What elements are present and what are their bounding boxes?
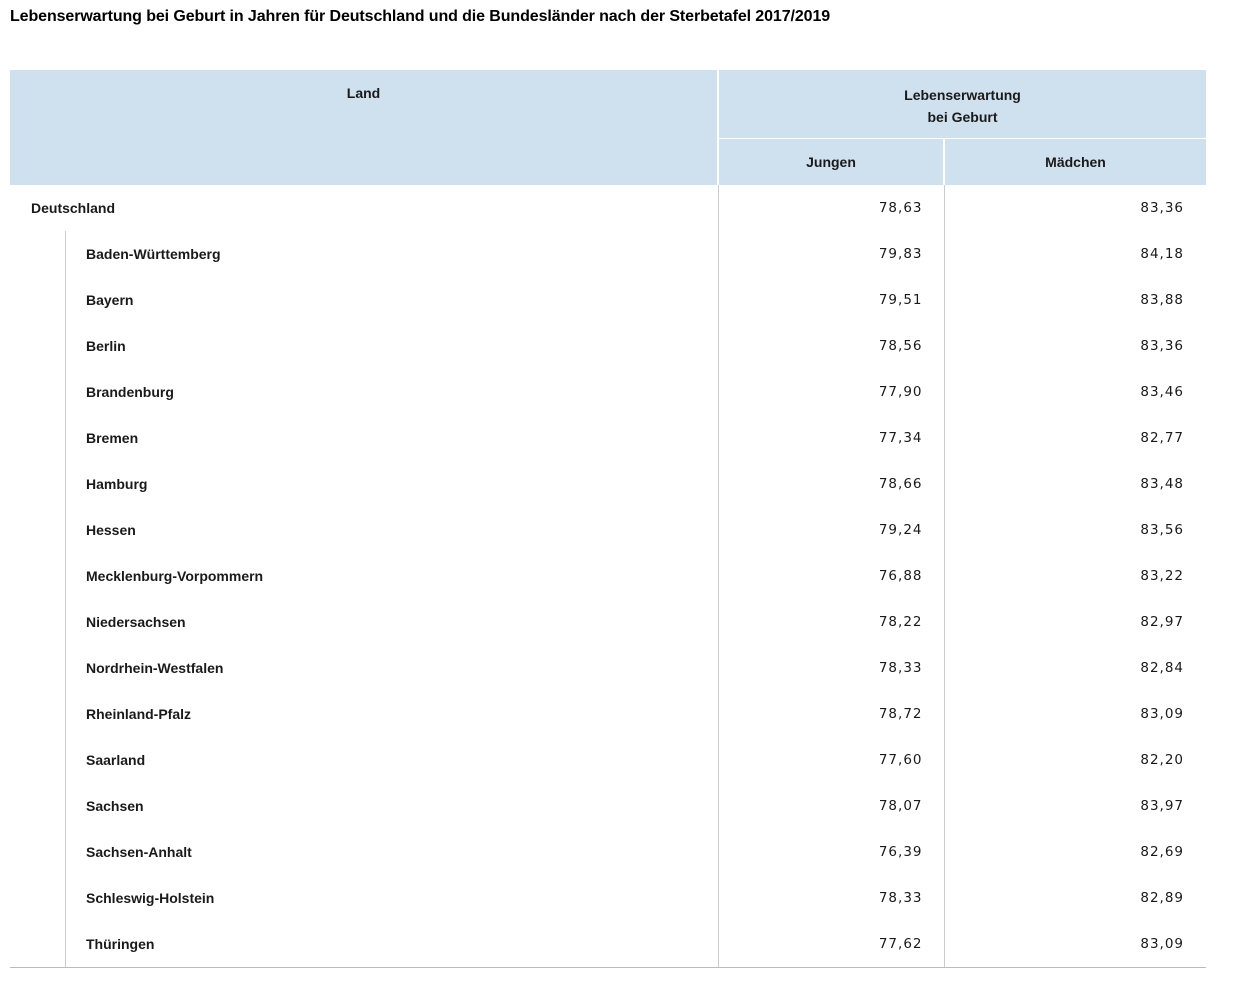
row-label-cell	[10, 231, 718, 277]
row-label-cell	[10, 507, 718, 553]
table-row	[10, 277, 1206, 323]
row-label-cell	[10, 875, 718, 921]
value-maedchen: 83,09	[1140, 706, 1185, 722]
value-maedchen: 82,69	[1140, 844, 1185, 860]
table-row	[10, 599, 1206, 645]
value-jungen: 78,22	[718, 599, 944, 645]
row-label-bundesland: Mecklenburg-Vorpommern	[86, 568, 264, 584]
column-header-land: Land	[10, 70, 718, 185]
row-label-bundesland: Hamburg	[86, 476, 148, 492]
row-label-bundesland: Sachsen-Anhalt	[86, 844, 192, 860]
value-maedchen: 83,56	[1140, 522, 1185, 538]
row-label-bundesland: Thüringen	[86, 936, 155, 952]
table-row	[10, 645, 1206, 691]
value-maedchen: 82,89	[1140, 890, 1185, 906]
row-label-cell	[10, 921, 718, 968]
value-jungen: 78,63	[718, 185, 944, 231]
value-jungen: 79,51	[718, 277, 944, 323]
row-label-bundesland: Berlin	[86, 338, 126, 354]
table-row	[10, 691, 1206, 737]
row-label-bundesland: Brandenburg	[86, 384, 174, 400]
value-jungen: 78,33	[718, 645, 944, 691]
table-row-total	[10, 185, 1206, 231]
row-label-cell	[10, 415, 718, 461]
value-jungen: 77,62	[718, 921, 944, 968]
table-row	[10, 507, 1206, 553]
value-jungen: 77,34	[718, 415, 944, 461]
row-label-bundesland: Schleswig-Holstein	[86, 890, 215, 906]
row-label-cell	[10, 553, 718, 599]
row-label-bundesland: Rheinland-Pfalz	[86, 706, 192, 722]
value-jungen: 76,88	[718, 553, 944, 599]
value-maedchen: 83,48	[1140, 476, 1185, 492]
row-label-bundesland: Sachsen	[86, 798, 144, 814]
value-maedchen: 82,20	[1140, 752, 1185, 768]
row-label-bundesland: Bayern	[86, 292, 134, 308]
table-row	[10, 875, 1206, 921]
value-jungen: 78,33	[718, 875, 944, 921]
column-header-maedchen: Mädchen	[944, 138, 1206, 185]
value-jungen: 78,66	[718, 461, 944, 507]
value-jungen: 78,72	[718, 691, 944, 737]
value-jungen: 76,39	[718, 829, 944, 875]
row-label-cell	[10, 277, 718, 323]
value-maedchen: 83,09	[944, 921, 1206, 968]
value-maedchen: 82,84	[1140, 660, 1185, 676]
row-label-deutschland: Deutschland	[10, 185, 718, 231]
value-jungen: 79,24	[718, 507, 944, 553]
group-header-line-1: Lebenserwartung	[904, 87, 1021, 103]
value-maedchen: 83,22	[1140, 568, 1185, 584]
row-label-cell	[10, 323, 718, 369]
table-row	[10, 323, 1206, 369]
value-maedchen: 82,77	[1140, 430, 1185, 446]
row-label-cell	[10, 829, 718, 875]
value-jungen: 77,90	[718, 369, 944, 415]
value-maedchen: 83,36	[1140, 200, 1185, 216]
row-label-bundesland: Hessen	[86, 522, 136, 538]
table-row	[10, 783, 1206, 829]
column-header-jungen: Jungen	[718, 138, 944, 185]
row-label-cell	[10, 461, 718, 507]
value-jungen: 78,56	[718, 323, 944, 369]
page-title: Lebenserwartung bei Geburt in Jahren für Deutschland und die Bundesländer nach der Sterbetafel 2017/2019	[10, 8, 831, 25]
value-maedchen: 83,97	[1140, 798, 1185, 814]
table-row	[10, 231, 1206, 277]
value-jungen: 78,07	[718, 783, 944, 829]
row-label-bundesland: Nordrhein-Westfalen	[86, 660, 224, 676]
row-label-bundesland: Niedersachsen	[86, 614, 186, 630]
column-group-header-lebenserwartung	[718, 70, 1206, 138]
table-body	[10, 185, 1206, 968]
row-label-cell	[10, 599, 718, 645]
value-jungen: 79,83	[718, 231, 944, 277]
row-label-bundesland: Bremen	[86, 430, 139, 446]
row-label-cell	[10, 783, 718, 829]
value-maedchen: 83,88	[1140, 292, 1185, 308]
value-jungen: 77,60	[718, 737, 944, 783]
value-maedchen: 84,18	[1140, 246, 1185, 262]
table-row	[10, 461, 1206, 507]
row-label-cell	[10, 369, 718, 415]
table-row	[10, 921, 1206, 968]
row-label-bundesland: Baden-Württemberg	[86, 246, 221, 262]
row-label-cell	[10, 691, 718, 737]
value-maedchen: 83,36	[1140, 338, 1185, 354]
value-maedchen: 82,97	[1140, 614, 1185, 630]
value-maedchen: 83,46	[1140, 384, 1185, 400]
table-row	[10, 369, 1206, 415]
table-header	[10, 70, 1206, 185]
table-row	[10, 737, 1206, 783]
table-row	[10, 553, 1206, 599]
row-label-bundesland: Saarland	[86, 752, 146, 768]
group-header-line-2: bei Geburt	[927, 109, 998, 125]
row-label-cell	[10, 737, 718, 783]
life-expectancy-table	[10, 70, 1206, 968]
table-row	[10, 415, 1206, 461]
row-label-cell	[10, 645, 718, 691]
table-row	[10, 829, 1206, 875]
